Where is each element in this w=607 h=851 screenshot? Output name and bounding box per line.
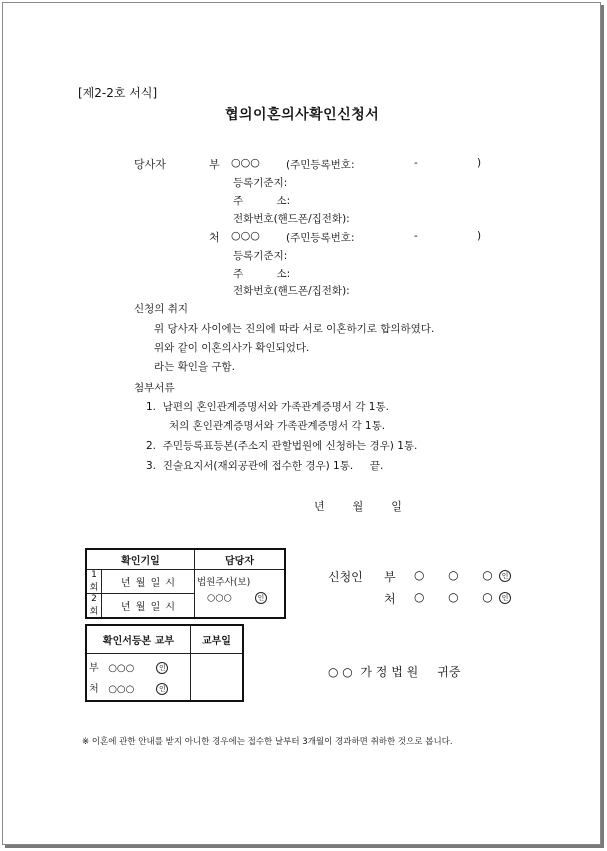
wife-address-label: 주 소: <box>233 268 291 280</box>
delivery-wife-seal-icon: 인 <box>156 683 168 695</box>
date-line: 년 월 일 <box>314 500 402 513</box>
officer-seal-icon: 인 <box>255 592 267 604</box>
husband-address-label: 주 소: <box>233 195 291 207</box>
wife-name: ○○○ <box>231 229 260 242</box>
court-addressee: ○ ○ 가 정 법 원 귀중 <box>328 665 461 679</box>
wife-rrn-dash: - <box>414 230 418 242</box>
husband-role: 부 <box>209 158 220 171</box>
round-1-label: 1회 <box>86 569 102 593</box>
applicant-wife-seal-icon: 인 <box>499 592 511 604</box>
officer-title: 법원주사(보) <box>197 576 251 588</box>
husband-registration-label: 등록기준지: <box>233 177 288 189</box>
wife-registration-label: 등록기준지: <box>233 250 288 262</box>
delivery-husband: 부 ○○○ <box>89 662 135 674</box>
husband-rrn-label: (주민등록번호: <box>286 159 355 171</box>
applicant-wife-role: 처 <box>384 592 396 606</box>
husband-name: ○○○ <box>231 156 260 169</box>
round-2-label: 2회 <box>86 593 102 618</box>
document-title: 협의이혼의사확인신청서 <box>225 107 380 123</box>
round-1-date: 년 월 일 시 <box>102 569 195 593</box>
wife-phone-label: 전화번호(핸드폰/집전화): <box>233 285 350 297</box>
officer-name: ○○○ <box>207 592 232 603</box>
husband-phone-label: 전화번호(핸드폰/집전화): <box>233 213 350 225</box>
applicant-husband-name: ○ ○ ○ <box>414 568 493 582</box>
husband-rrn-dash: - <box>414 157 418 169</box>
header-certificate-copy: 확인서등본 교부 <box>86 625 190 653</box>
delivery-recipients <box>86 653 190 701</box>
wife-rrn-close: ) <box>477 230 482 242</box>
wife-role: 처 <box>209 231 220 244</box>
attachment-item-2: 2. 주민등록표등본(주소지 관할법원에 신청하는 경우) 1통. <box>146 440 418 452</box>
form-number: [제2-2호 서식] <box>78 86 158 100</box>
header-confirm-date: 확인기일 <box>86 549 195 569</box>
parties-label: 당사자 <box>134 158 166 171</box>
header-officer: 담당자 <box>195 549 286 569</box>
attachments-heading: 첨부서류 <box>134 382 175 394</box>
round-2-date: 년 월 일 시 <box>102 593 195 618</box>
applicant-wife-name: ○ ○ ○ <box>414 590 493 604</box>
husband-rrn-close: ) <box>477 157 482 169</box>
delivery-table <box>85 624 244 702</box>
footnote: ※ 이혼에 관한 안내를 받지 아니한 경우에는 접수한 날부터 3개월이 경과하면 취하한 것으로 봅니다. <box>82 737 453 747</box>
purpose-line-3: 라는 확인을 구함. <box>154 361 236 373</box>
officer-cell <box>195 569 286 618</box>
applicant-label: 신청인 <box>328 570 363 584</box>
delivery-husband-seal-icon: 인 <box>156 662 168 674</box>
purpose-line-2: 위와 같이 이혼의사가 확인되었다. <box>154 342 310 354</box>
delivery-wife: 처 ○○○ <box>89 683 135 695</box>
purpose-heading: 신청의 취지 <box>134 303 189 315</box>
document-page <box>2 2 601 845</box>
wife-rrn-label: (주민등록번호: <box>286 232 355 244</box>
confirmation-table <box>85 548 286 619</box>
header-delivery-date: 교부일 <box>190 625 243 653</box>
applicant-husband-role: 부 <box>384 570 396 584</box>
attachment-item-1b: 처의 혼인관계증명서와 가족관계증명서 각 1통. <box>169 420 386 432</box>
applicant-husband-seal-icon: 인 <box>499 570 511 582</box>
attachment-item-3: 3. 진술요지서(재외공관에 접수한 경우) 1통. 끝. <box>146 460 384 472</box>
delivery-date-cell <box>190 653 243 701</box>
attachment-item-1: 1. 남편의 혼인관계증명서와 가족관계증명서 각 1통. <box>146 401 389 413</box>
purpose-line-1: 위 당사자 사이에는 진의에 따라 서로 이혼하기로 합의하였다. <box>154 323 435 335</box>
